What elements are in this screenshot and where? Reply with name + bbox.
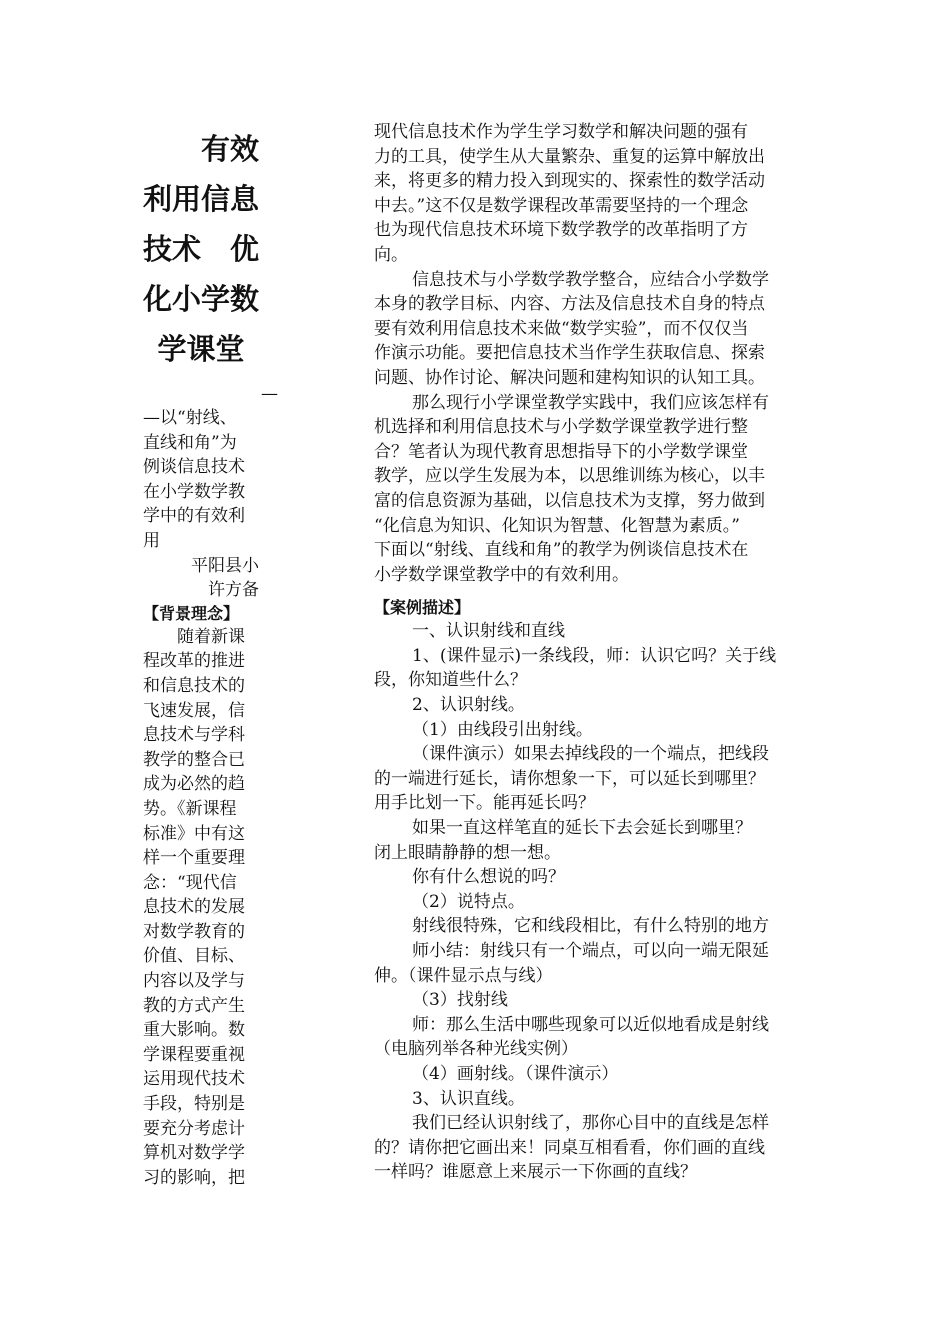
case-line: 的一端进行延长，请你想象一下，可以延长到哪里？ <box>374 768 765 789</box>
text-line: 势。《新课程 <box>143 798 237 819</box>
case-line: 3、认识直线。 <box>412 1088 525 1109</box>
case-line: 伸。（课件显示点与线） <box>374 965 553 986</box>
text-line: 力的工具，使学生从大量繁杂、重复的运算中解放出 <box>374 146 765 167</box>
text-line: 对数学教育的 <box>143 921 245 942</box>
subtitle-line: 例谈信息技术 <box>143 457 245 478</box>
case-line: 你有什么想说的吗？ <box>412 867 565 888</box>
title-line: 有效 <box>200 132 259 166</box>
text-line: 那么现行小学课堂教学实践中，我们应该怎样有 <box>412 392 769 413</box>
case-line: （2）说特点。 <box>412 891 525 912</box>
text-line: 向。 <box>374 244 408 265</box>
case-description <box>374 619 814 1185</box>
text-line: 现代信息技术作为学生学习数学和解决问题的强有 <box>374 122 748 142</box>
case-line: （课件演示）如果去掉线段的一个端点，把线段 <box>412 744 769 765</box>
subtitle-dash: — <box>261 384 278 404</box>
case-line: 的？请你把它画出来！同桌互相看看，你们画的直线 <box>374 1137 765 1158</box>
article-subtitle <box>143 406 259 554</box>
text-line: 机选择和利用信息技术与小学数学课堂教学进行整 <box>374 417 748 438</box>
text-line: 程改革的推进 <box>143 651 245 672</box>
text-line: 息技术与学科 <box>143 725 245 746</box>
text-line: 也为现代信息技术环境下数学教学的改革指明了方 <box>374 220 748 241</box>
article-title <box>143 124 259 374</box>
text-line: 下面以“射线、直线和角”的教学为例谈信息技术在 <box>374 540 749 561</box>
text-line: 样一个重要理 <box>143 848 245 869</box>
case-line: 师：那么生活中哪些现象可以近似地看成是射线 <box>412 1014 769 1035</box>
text-line: 要充分考虑计 <box>143 1118 245 1139</box>
text-line: 小学数学课堂教学中的有效利用。 <box>374 564 629 585</box>
case-line: 1、(课件显示)一条线段，师：认识它吗？关于线 <box>412 645 777 666</box>
text-line: 习的影响，把 <box>143 1167 245 1188</box>
text-line: 中去。”这不仅是数学课程改革需要坚持的一个理念 <box>374 195 749 216</box>
text-line: 信息技术与小学数学教学整合，应结合小学数学 <box>412 269 769 290</box>
case-line: 师小结：射线只有一个端点，可以向一端无限延 <box>412 941 769 961</box>
case-line: 一样吗？谁愿意上来展示一下你画的直线？ <box>374 1162 697 1183</box>
text-line: 内容以及学与 <box>143 971 245 992</box>
title-line: 利用信息 <box>143 182 260 216</box>
case-line: 2、认识射线。 <box>412 695 525 716</box>
case-line: （1）由线段引出射线。 <box>412 719 593 740</box>
text-line: 来，将更多的精力投入到现实的、探索性的数学活动 <box>374 171 765 192</box>
text-line: 念：“现代信 <box>143 872 237 893</box>
case-line: 我们已经认识射线了，那你心目中的直线是怎样 <box>412 1113 769 1134</box>
case-line: （4）画射线。（课件演示） <box>412 1063 619 1084</box>
text-line: 本身的教学目标、内容、方法及信息技术自身的特点 <box>374 294 765 315</box>
paragraph-integration <box>374 268 814 391</box>
author-line: 平阳县小 <box>191 555 259 576</box>
text-line: 教的方式产生 <box>143 995 245 1016</box>
right-column <box>374 120 814 1185</box>
case-line: （电脑列举各种光线实例） <box>374 1039 578 1060</box>
title-line: 学课堂 <box>157 332 245 366</box>
text-line: 息技术的发展 <box>143 897 245 918</box>
subtitle-line: 学中的有效利 <box>143 506 245 527</box>
text-line: 合？笔者认为现代教育思想指导下的小学数学课堂 <box>374 441 748 462</box>
subtitle-line: 在小学数学教 <box>143 481 245 502</box>
author-block <box>143 554 259 603</box>
case-line: 一、认识射线和直线 <box>412 621 565 642</box>
subtitle-line: —以“射线、 <box>143 408 237 428</box>
subtitle-line: 直线和角”为 <box>143 432 237 453</box>
case-heading: 【案例描述】 <box>374 598 471 618</box>
text-line: 教学的整合已 <box>143 749 245 770</box>
text-line: 学课程要重视 <box>143 1044 245 1065</box>
text-line: 手段，特别是 <box>143 1094 245 1115</box>
text-line: 飞速发展，信 <box>143 700 245 721</box>
text-line: 成为必然的趋 <box>143 774 245 795</box>
text-line: 要有效利用信息技术来做“数学实验”，而不仅仅当 <box>374 318 749 339</box>
paragraph-approach <box>374 391 814 588</box>
case-line: 用手比划一下。能再延长吗？ <box>374 793 595 814</box>
background-text <box>143 625 259 1191</box>
case-line: 射线很特殊，它和线段相比，有什么特别的地方 <box>412 916 769 937</box>
text-line: 问题、协作讨论、解决问题和建构知识的认知工具。 <box>374 367 765 388</box>
case-line: 如果一直这样笔直的延长下去会延长到哪里？ <box>412 818 752 839</box>
case-line: （3）找射线 <box>412 990 508 1011</box>
background-heading: 【背景理念】 <box>143 603 240 623</box>
left-column <box>143 124 278 1190</box>
title-line: 化小学数 <box>143 282 260 316</box>
text-line: 富的信息资源为基础，以信息技术为支撑，努力做到 <box>374 490 765 511</box>
text-line: 随着新课 <box>143 626 245 647</box>
text-line: 和信息技术的 <box>143 675 245 696</box>
author-line: 许方备 <box>208 580 259 601</box>
text-line: 价值、目标、 <box>143 946 245 967</box>
text-line: 算机对数学学 <box>143 1143 245 1164</box>
title-line: 技术 优 <box>143 232 260 266</box>
paragraph-quote-continuation <box>374 120 814 268</box>
case-line: 段，你知道些什么？ <box>374 670 527 691</box>
text-line: 教学，应以学生发展为本，以思维训练为核心，以丰 <box>374 466 765 487</box>
case-line: 闭上眼睛静静的想一想。 <box>374 842 561 863</box>
text-line: 作演示功能。要把信息技术当作学生获取信息、探索 <box>374 343 765 364</box>
text-line: 运用现代技术 <box>143 1069 245 1090</box>
text-line: 标准》中有这 <box>143 823 245 844</box>
text-line: “化信息为知识、化知识为智慧、化智慧为素质。” <box>374 515 740 536</box>
text-line: 重大影响。数 <box>143 1020 245 1041</box>
subtitle-line: 用 <box>143 530 160 551</box>
